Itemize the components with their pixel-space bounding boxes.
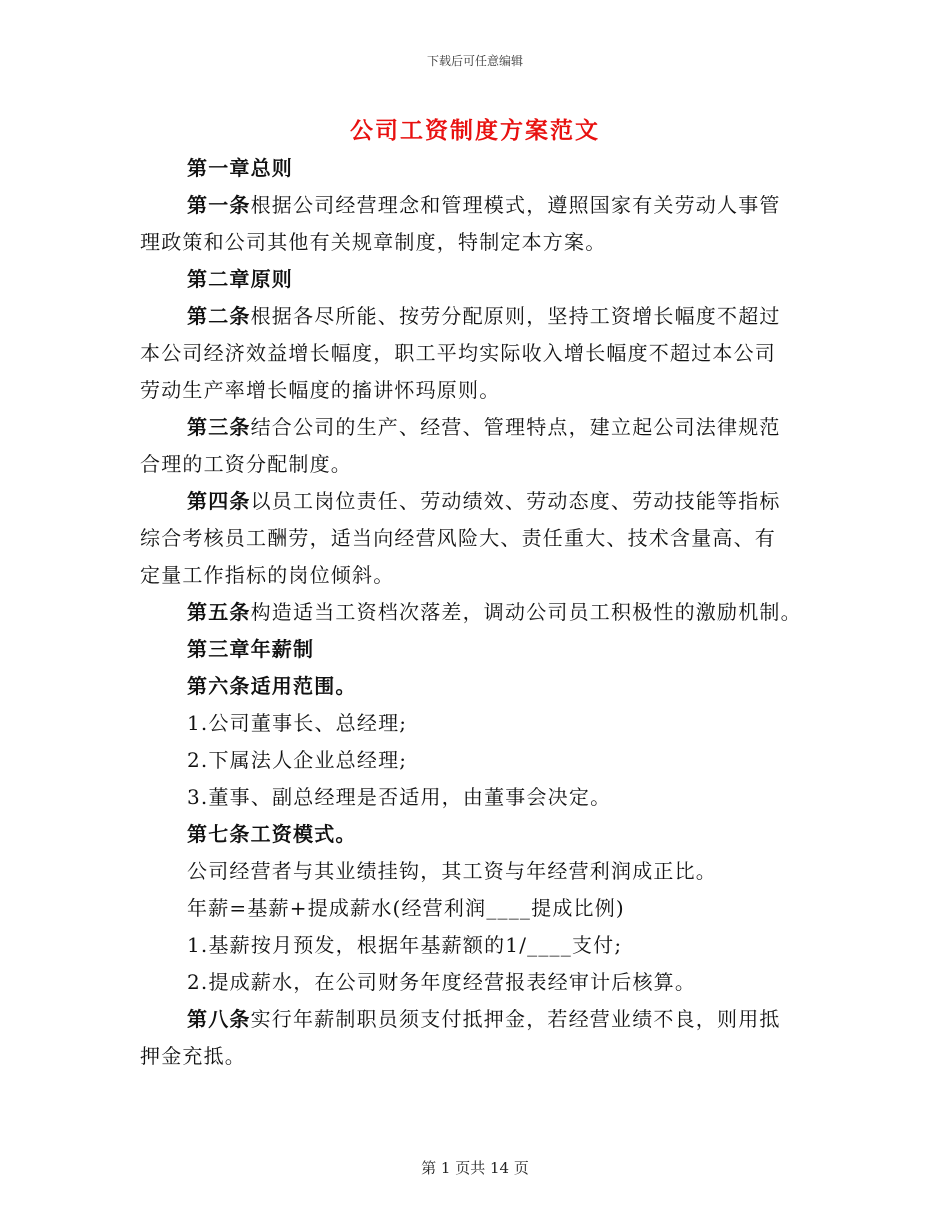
line-text: 1.公司董事长、总经理; (187, 711, 408, 735)
line-text: 公司经营者与其业绩挂钩，其工资与年经营利润成正比。 (187, 859, 717, 883)
bold-heading: 第六条适用范围。 (187, 674, 357, 698)
text-line (140, 1001, 820, 1038)
bold-heading: 第二条 (187, 304, 251, 328)
text-line (140, 298, 820, 335)
line-text: 构造适当工资档次落差，调动公司员工积极性的激励机制。 (250, 600, 802, 624)
text-line (140, 594, 820, 631)
text-line (140, 853, 820, 890)
text-line (140, 964, 820, 1001)
bold-heading: 第五条 (187, 600, 251, 624)
text-line (140, 335, 820, 372)
bold-heading: 第三条 (187, 415, 251, 439)
bold-heading: 第四条 (187, 489, 251, 513)
line-text: 2.下属法人企业总经理; (187, 748, 408, 772)
line-text: 1.基薪按月预发，根据年基薪额的1/____支付; (187, 933, 623, 957)
document-body (140, 150, 820, 1075)
text-line (140, 816, 820, 853)
line-text: 定量工作指标的岗位倾斜。 (140, 563, 395, 587)
text-line (140, 668, 820, 705)
text-line (140, 150, 820, 187)
line-text: 结合公司的生产、经营、管理特点，建立起公司法律规范 (250, 415, 781, 439)
line-text: 年薪=基薪+提成薪水(经营利润____提成比例) (187, 896, 625, 920)
text-line (140, 1038, 820, 1075)
line-text: 以员工岗位责任、劳动绩效、劳动态度、劳动技能等指标 (250, 489, 781, 513)
line-text: 本公司经济效益增长幅度，职工平均实际收入增长幅度不超过本公司 (140, 341, 776, 365)
line-text: 根据公司经营理念和管理模式，遵照国家有关劳动人事管 (250, 193, 781, 217)
text-line (140, 520, 820, 557)
bold-heading: 第一章总则 (187, 156, 293, 180)
line-text: 3.董事、副总经理是否适用，由董事会决定。 (187, 785, 612, 809)
text-line (140, 631, 820, 668)
line-text: 2.提成薪水，在公司财务年度经营报表经审计后核算。 (187, 970, 697, 994)
page-footer: 第 1 页共 14 页 (421, 1159, 529, 1177)
line-text: 综合考核员工酬劳，适当向经营风险大、责任重大、技术含量高、有 (140, 526, 776, 550)
text-line (140, 261, 820, 298)
bold-heading: 第八条 (187, 1007, 251, 1031)
line-text: 理政策和公司其他有关规章制度，特制定本方案。 (140, 230, 607, 254)
line-text: 根据各尽所能、按劳分配原则，坚持工资增长幅度不超过 (250, 304, 781, 328)
text-line (140, 409, 820, 446)
bold-heading: 第二章原则 (187, 267, 293, 291)
text-line (140, 705, 820, 742)
text-line (140, 372, 820, 409)
page-header: 下载后可任意编辑 (426, 54, 523, 68)
line-text: 劳动生产率增长幅度的搐讲怀玛原则。 (140, 378, 501, 402)
text-line (140, 224, 820, 261)
text-line (140, 483, 820, 520)
bold-heading: 第七条工资模式。 (187, 822, 357, 846)
line-text: 押金充抵。 (140, 1044, 246, 1068)
text-line (140, 742, 820, 779)
text-line (140, 927, 820, 964)
text-line (140, 557, 820, 594)
text-line (140, 779, 820, 816)
bold-heading: 第一条 (187, 193, 251, 217)
bold-heading: 第三章年薪制 (187, 637, 315, 661)
text-line (140, 187, 820, 224)
text-line (140, 446, 820, 483)
text-line (140, 890, 820, 927)
line-text: 合理的工资分配制度。 (140, 452, 352, 476)
line-text: 实行年薪制职员须支付抵押金，若经营业绩不良，则用抵 (250, 1007, 781, 1031)
document-title: 公司工资制度方案范文 (350, 117, 600, 144)
